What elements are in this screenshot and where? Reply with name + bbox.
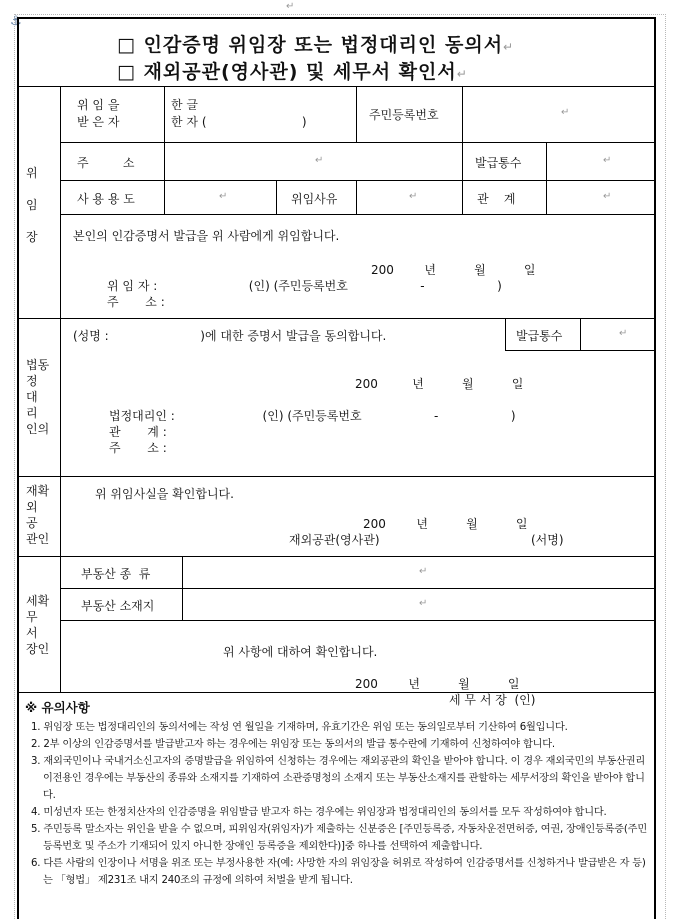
consulate-side-label: 재확 외 공 관인 [19, 477, 61, 556]
relation-label-cell: 관 계 [463, 181, 547, 215]
guardian-issue-count-field[interactable]: ↵ [581, 319, 656, 351]
consulate-office: 재외공관(영사관) [289, 533, 380, 547]
delegator-line[interactable]: 위 임 자 : (인) (주민등록번호 - ) [107, 279, 502, 293]
delegate-reg-no-field[interactable]: ↵ [463, 87, 656, 143]
delegation-section [19, 87, 656, 319]
tax-office-sign[interactable]: 세 무 서 장 (인) [449, 693, 536, 707]
consulate-section [19, 477, 656, 557]
form-title-line-2: □ 재외공관(영사관) 및 세무서 확인서↵ [117, 61, 468, 83]
property-location-field[interactable]: ↵ [183, 589, 656, 621]
delegation-statement: 본인의 인감증명서 발급을 위 사람에게 위임합니다. [73, 229, 340, 243]
address-label-cell: 주 소 [61, 143, 165, 181]
guardian-name-line[interactable]: 법정대리인 : (인) (주민등록번호 - ) [109, 409, 516, 423]
relation-field[interactable]: ↵ [547, 181, 656, 215]
guardian-relation-line[interactable]: 관 계 : [109, 425, 167, 439]
notes-title: ※ 유의사항 [25, 700, 90, 715]
notes-section [19, 694, 656, 889]
guardian-address-line[interactable]: 주 소 : [109, 441, 167, 455]
guardian-consent-line[interactable]: (성명 : )에 대한 증명서 발급을 동의합니다. [73, 329, 387, 343]
delegation-side-label: 위 임 장 [19, 87, 61, 318]
guardian-date[interactable]: 200 년 월 일 [355, 377, 524, 391]
note-item: 1. 위임장 또는 법정대리인의 동의서에는 작성 연 월일을 기재하며, 유효기간은 위임 또는 동의일로부터 기산하여 6월입니다. [31, 722, 568, 733]
reason-label-cell: 위임사유 [277, 181, 357, 215]
guardian-issue-count-label: 발급통수 [505, 319, 581, 351]
purpose-label-cell: 사 용 용 도 [61, 181, 165, 215]
anchor-icon: ⚓ [10, 14, 22, 29]
guardian-side-label: 법동 정 대 리 인의 [19, 319, 61, 476]
reg-no-label-cell: 주민등록번호 [357, 87, 463, 143]
note-item: 4. 미성년자 또는 한정치산자의 인감증명을 위임발급 받고자 하는 경우에는 위임장과 법정대리인의 동의서를 모두 작성하여야 합니다. [31, 807, 607, 818]
reason-field[interactable]: ↵ [357, 181, 463, 215]
consulate-date[interactable]: 200 년 월 일 [363, 517, 528, 531]
delegation-date[interactable]: 200 년 월 일 [371, 263, 536, 277]
note-item: 3. 재외국민이나 국내거소신고자의 증명발급을 위임하여 신청하는 경우에는 재외공관의 확인을 받아야 합니다. 이 경우 재외국민의 부동산권리 이전용인 경우에는 부동산의 종류와 소재지를 기재하여 소관증명청의 소재지 또는 부동산소재지를 관할하는 세무서장의 확인을 받아야 합니다. [31, 756, 646, 801]
delegate-name-field[interactable]: 한 글 한 자 ( ) [165, 87, 357, 143]
tax-office-section [19, 557, 656, 707]
note-item: 2. 2부 이상의 인감증명서를 발급받고자 하는 경우에는 위임장 또는 동의서의 발급 통수란에 기재하여 신청하여야 합니다. [31, 739, 555, 750]
tax-office-side-label: 세확 무 서 장인 [19, 557, 61, 692]
form-title-line-1: □ 인감증명 위임장 또는 법정대리인 동의서↵ [117, 34, 515, 56]
note-item: 6. 다른 사람의 인장이나 서명을 위조 또는 부정사용한 자(예: 사망한 자의 위임장을 허위로 작성하여 인감증명서를 신청하거나 발급받은 자 등)는 「형법」 제231조 내지 240조의 규정에 의하여 처벌을 받게 됩니다. [31, 858, 646, 886]
tax-office-confirm-line: 위 사항에 대하여 확인합니다. [223, 645, 378, 659]
tax-office-date[interactable]: 200 년 월 일 [355, 677, 520, 691]
consulate-confirm-line: 위 위임사실을 확인합니다. [95, 487, 234, 501]
top-return-mark: ↵ [286, 1, 295, 12]
purpose-field[interactable]: ↵ [165, 181, 277, 215]
consulate-sign[interactable]: (서명) [531, 533, 564, 547]
delegate-label-cell: 위 임 을 받 은 자 [61, 87, 165, 143]
form-document [17, 17, 656, 919]
property-type-field[interactable]: ↵ [183, 557, 656, 589]
form-title-box [19, 19, 656, 87]
guardian-section [19, 319, 656, 477]
note-item: 5. 주민등록 말소자는 위인을 받을 수 없으며, 피위임자(위임자)가 제출하는 신분증은 [주민등록증, 자동차운전면허증, 여권, 장애인등록증(주민등록번호 및 주소가 기재되어 있지 아니한 장애인 등록증을 제외한다)]중 하나를 선택하여 제출합니다. [31, 824, 647, 852]
issue-count-field[interactable]: ↵ [547, 143, 656, 181]
property-location-label-cell: 부동산 소재지 [61, 589, 183, 621]
delegator-address[interactable]: 주 소 : [107, 295, 165, 309]
delegate-address-field[interactable]: ↵ [165, 143, 463, 181]
issue-count-label-cell: 발급통수 [463, 143, 547, 181]
property-type-label-cell: 부동산 종 류 [61, 557, 183, 589]
